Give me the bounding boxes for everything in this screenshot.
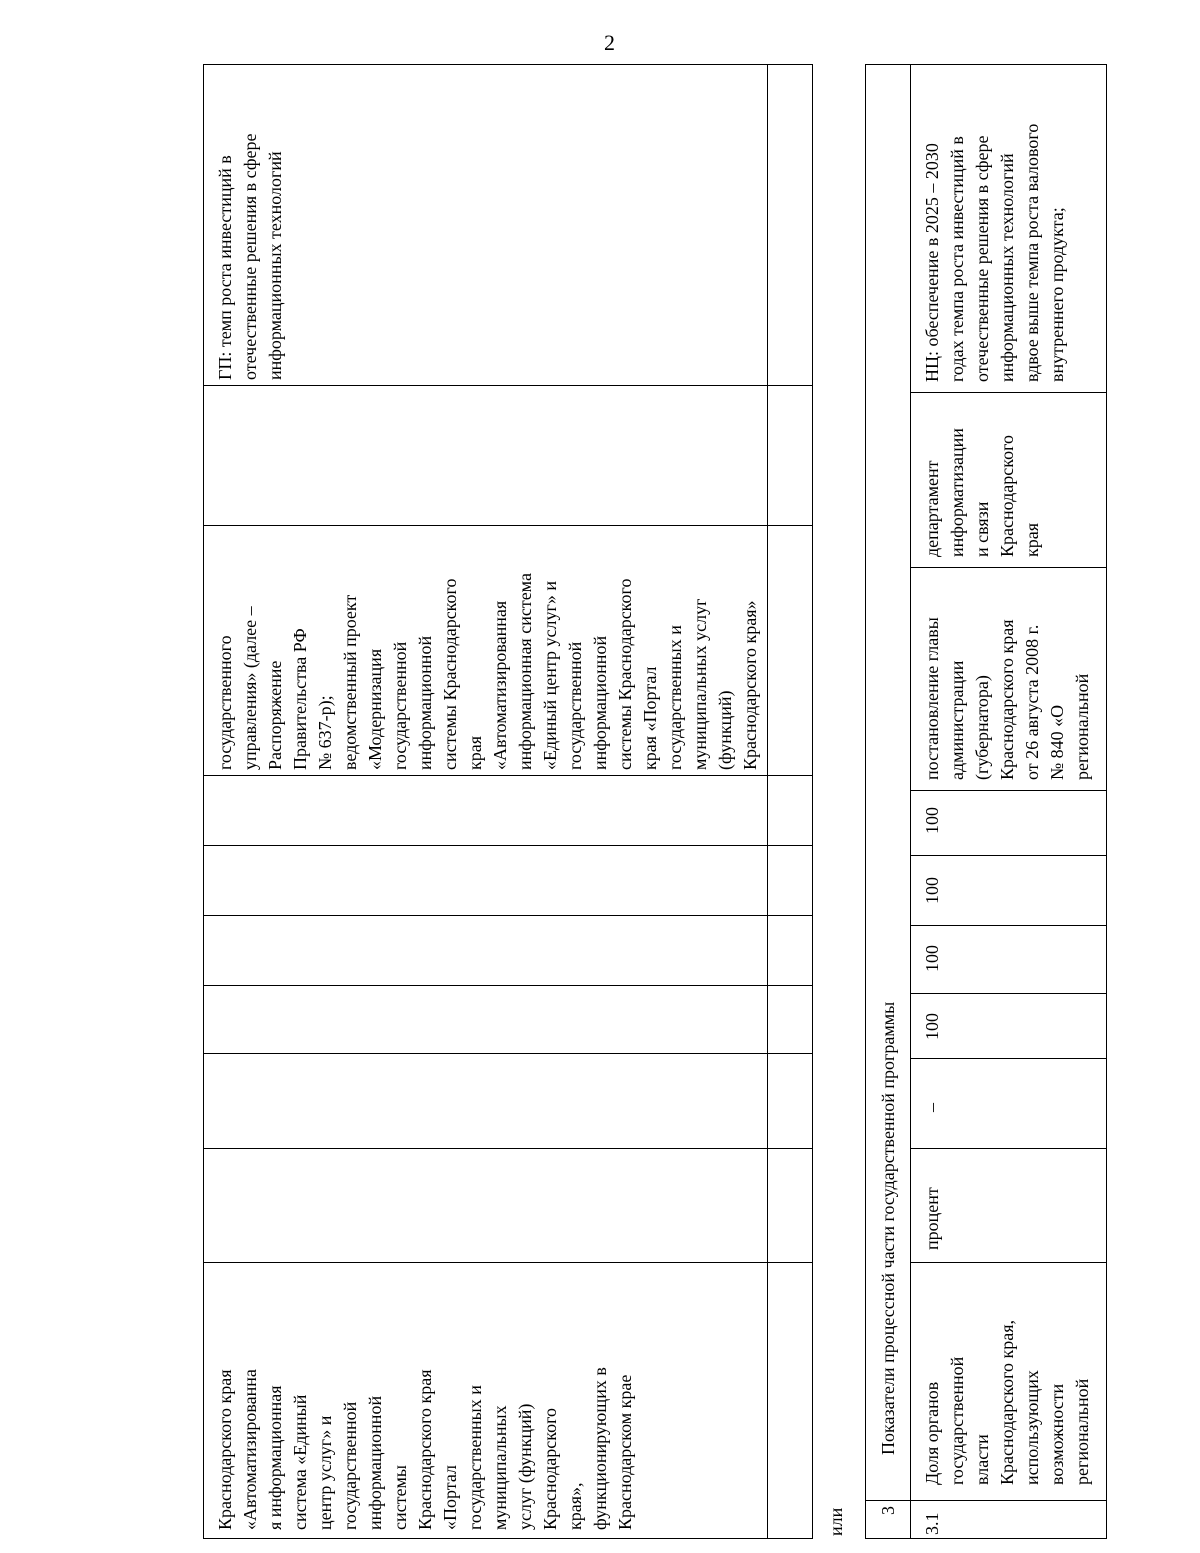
row-value: 100 [922,1013,942,1040]
continuation-word: или [826,1507,846,1536]
table-bottom-divider [910,1500,1107,1501]
table-top-divider [203,1148,813,1149]
table-top-divider [203,915,813,916]
table-bottom-row-divider [910,64,911,1539]
table-top [203,64,813,1539]
section-title: Показатели процессной части государственной программы [878,1001,898,1455]
row-value: 100 [922,945,942,972]
table-bottom-divider [910,925,1107,926]
row-indicator-name: Доля органов государственной власти Краснодарского края, использующих возможности региональной [922,1319,1092,1485]
table-bottom-divider [910,392,1107,393]
row-goal: НЦ: обеспечение в 2025 – 2030 годах темпа роста инвестиций в отечественные решения в сфере информационных технологий вдвое выше темпа роста валового внутреннего продукта; [922,123,1067,382]
table-top-divider [203,1053,813,1054]
row-value: – [922,1103,942,1112]
table-top-divider [203,985,813,986]
table-bottom-divider [865,1500,910,1501]
row-value: 100 [922,877,942,904]
table-top-divider [203,775,813,776]
table-top-divider [203,845,813,846]
table-bottom-divider [910,855,1107,856]
row-value: 100 [922,807,942,834]
table-top-divider [203,385,813,386]
table-bottom-divider [910,1148,1107,1149]
row-document: постановление главы администрации (губернатора) Краснодарского края от 26 августа 2008 г. № 840 «О региональной [922,617,1092,780]
table-bottom-divider [910,993,1107,994]
row-number: 3.1 [922,1512,942,1535]
table-bottom-divider [910,567,1107,568]
top-row-indicator-text: Краснодарского края «Автоматизированна я информационная система «Единый центр услуг» и государственной информационной системы Краснодарского края «Портал государственных и муниципальных услуг (функций) Краснодарского края», функционирующих в Краснодарском крае [215,1367,635,1530]
table-top-divider [203,1262,813,1263]
table-bottom-divider [910,790,1107,791]
section-number: 3 [878,1506,898,1515]
page-number: 2 [604,30,615,55]
table-bottom-divider [910,1058,1107,1059]
row-unit: процент [922,1187,942,1250]
top-row-goal-text: ГП: темп роста инвестиций в отечественные решения в сфере информационных технологий [215,133,285,380]
table-top-row-divider [767,64,768,1539]
table-bottom-divider [910,1262,1107,1263]
row-responsible: департамент информатизации и связи Краснодарского края [922,428,1042,557]
table-top-divider [203,525,813,526]
top-row-basis-text: государственного управления» (далее – Распоряжение Правительства РФ № 637-р); ведомственный проект «Модернизация государственной информационной системы Краснодарского края «Автоматизированная информационная система «Единый центр услуг» и государственной информационной системы Краснодарского края «Портал государственных и муниципальных услуг (функций) Краснодарского края» [215,573,760,770]
